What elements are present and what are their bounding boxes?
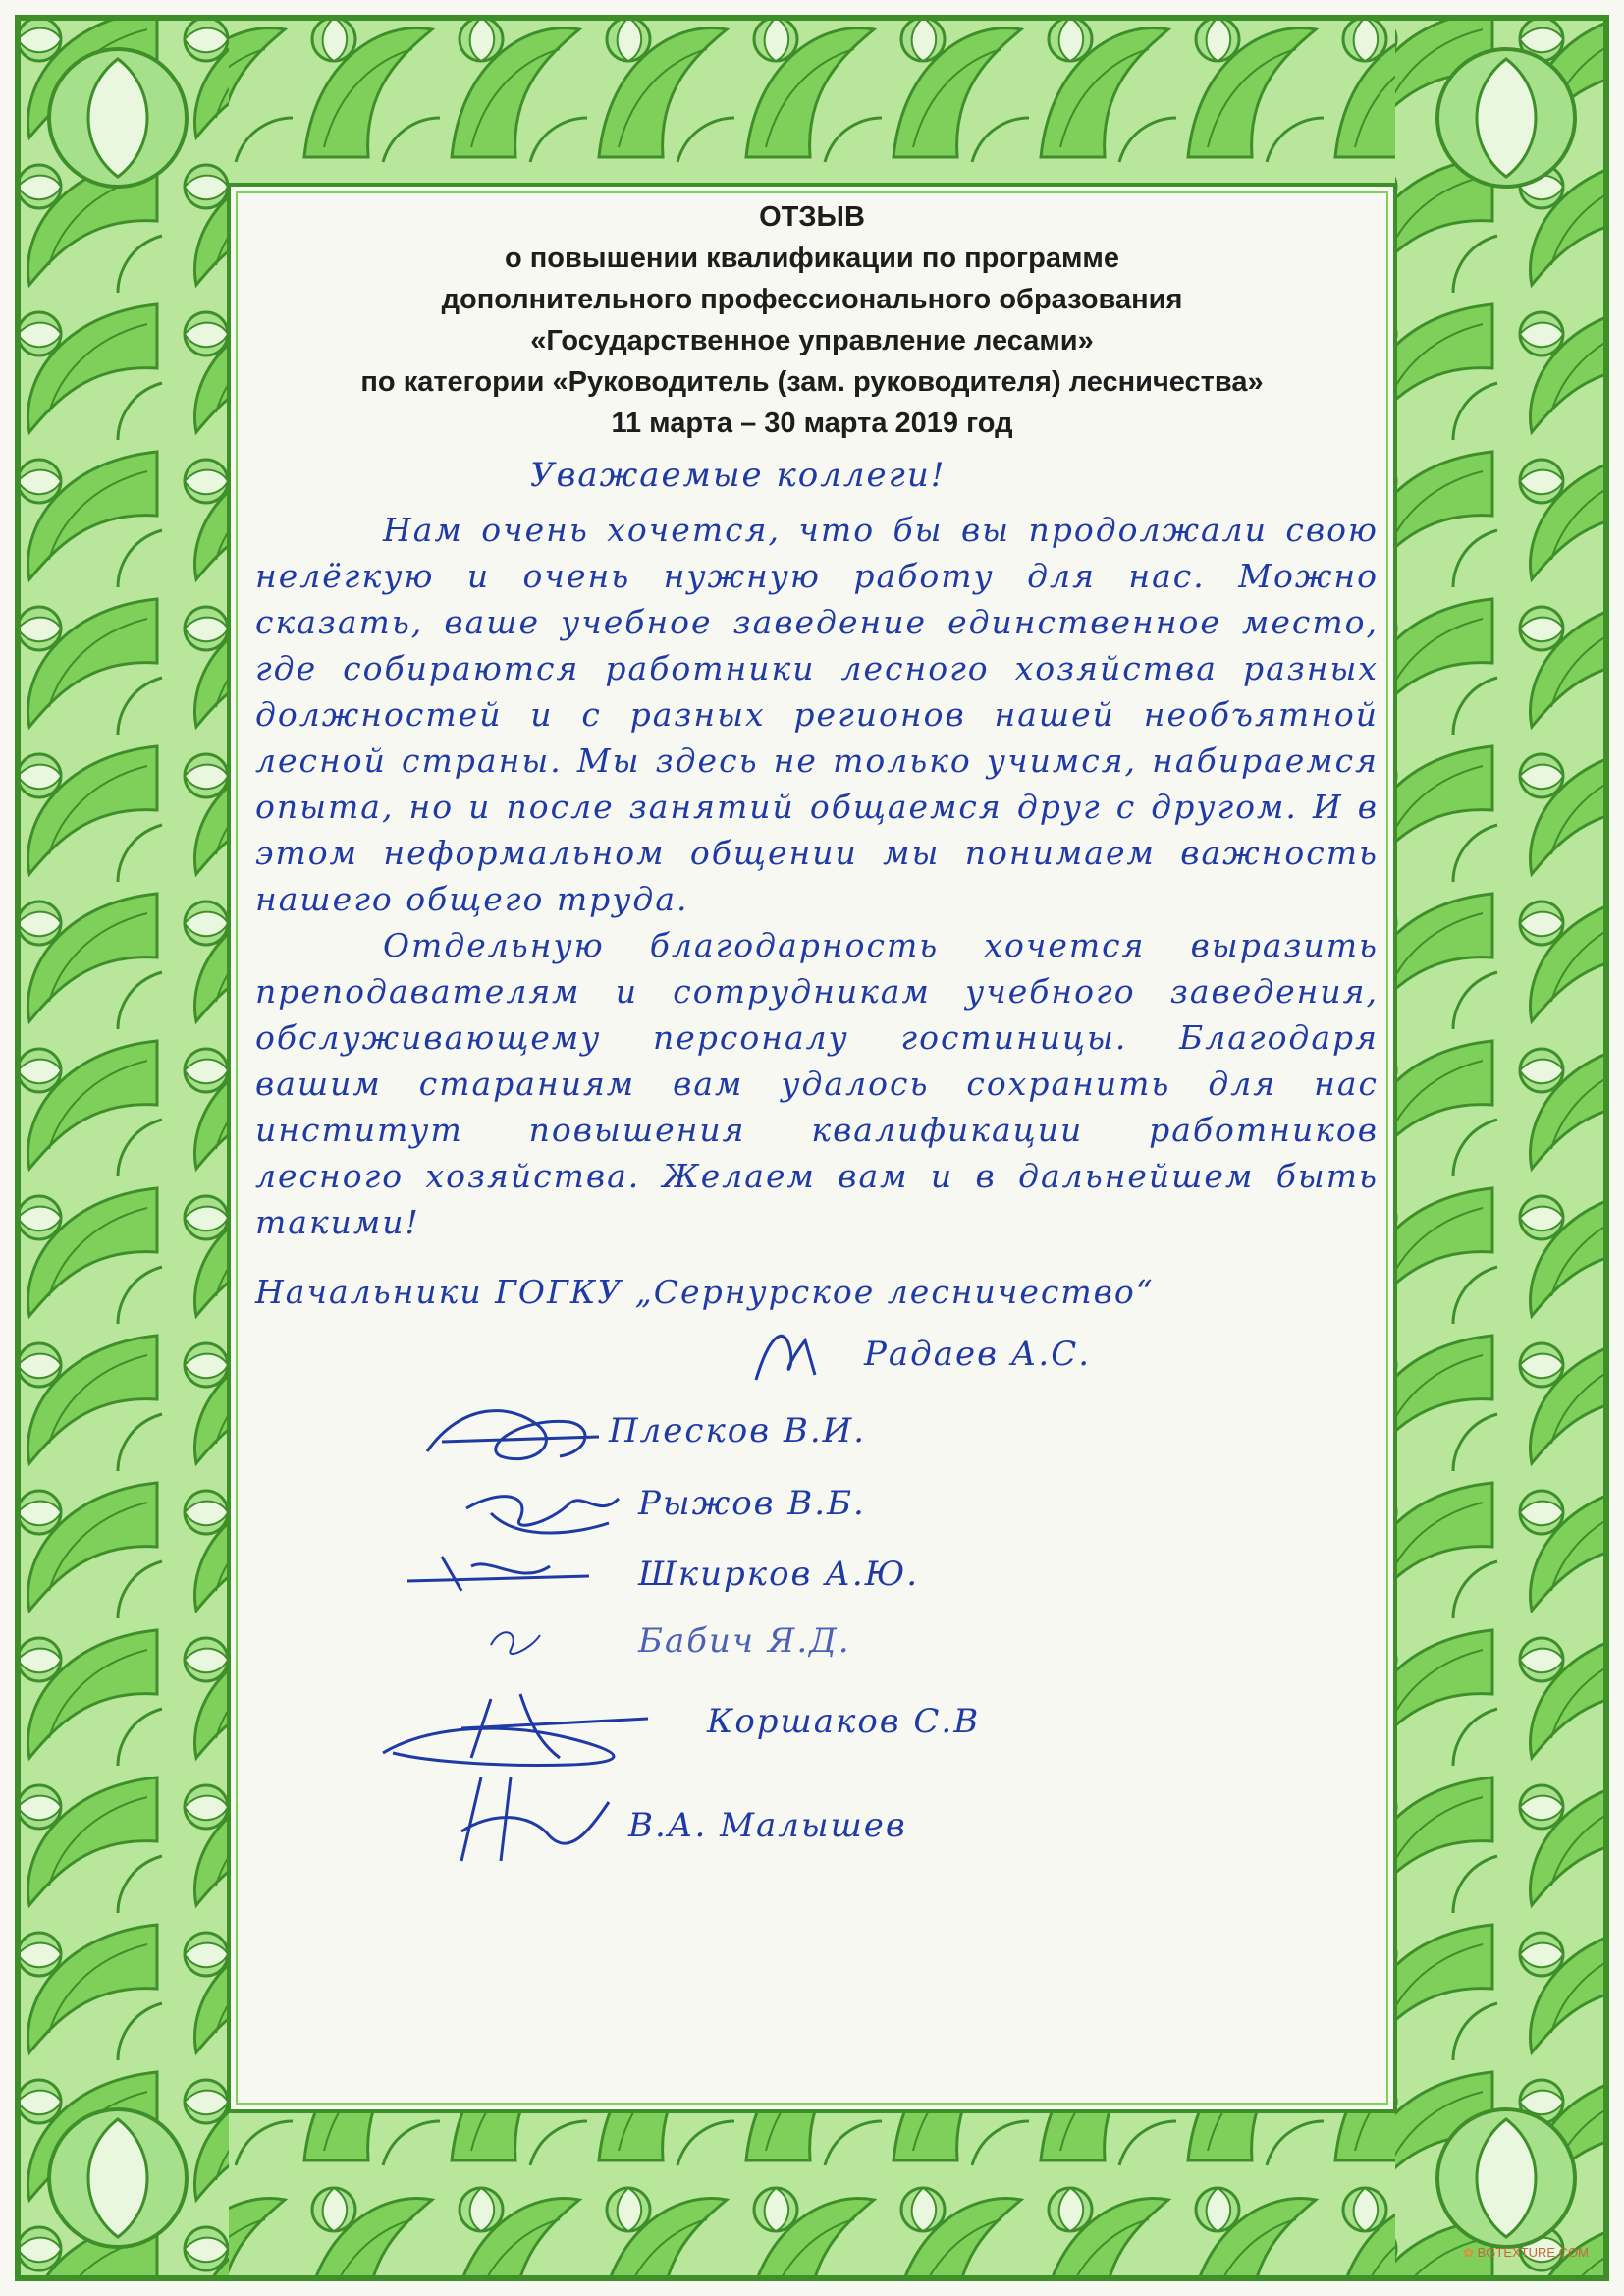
- signature-block: [245, 1321, 1379, 1871]
- signatory-name: Бабич Я.Д.: [638, 1621, 851, 1661]
- watermark-flower-icon: ✿: [1463, 2245, 1474, 2260]
- header-line: по категории «Руководитель (зам. руководителя) лесничества»: [360, 366, 1264, 398]
- signature-mark: [461, 1474, 628, 1543]
- signatory-name: В.А. Малышев: [628, 1806, 907, 1845]
- document-body: [245, 187, 1379, 2102]
- signature-row: [245, 1684, 1379, 1773]
- signature-intro: Начальники ГОГКУ „Сернурское лесничество“: [255, 1273, 1155, 1311]
- signatory-name: Радаев А.С.: [864, 1335, 1092, 1374]
- document-title: ОТЗЫВ: [759, 201, 865, 233]
- header-line: о повышении квалификации по программе: [504, 243, 1120, 274]
- signature-row: [245, 1397, 1379, 1486]
- watermark-site: BGTEXTURE.COM: [1477, 2245, 1589, 2260]
- letter-paragraph: Отдельную благодарность хочется выразить преподавателям и сотрудникам учебного заведения, обслуживающему персоналу гостиницы. Благодаря вашим стараниям вам удалось сохранить для нас институт повышения квалификации работников лесного хозяйства. Желаем вам и в дальнейшем быть такими!: [255, 926, 1379, 1241]
- signature-row: [245, 1321, 1379, 1409]
- signature-row: [245, 1773, 1379, 1861]
- watermark: [1463, 2245, 1589, 2261]
- signature-mark: [746, 1321, 825, 1390]
- signatory-name: Коршаков С.В: [707, 1702, 981, 1741]
- document-header: [245, 196, 1379, 444]
- signature-mark: [403, 1547, 599, 1606]
- header-line: «Государственное управление лесами»: [530, 325, 1094, 356]
- letter-greeting: Уважаемые коллеги!: [530, 456, 947, 495]
- signatory-name: Рыжов В.Б.: [638, 1484, 866, 1523]
- signatory-name: Шкирков А.Ю.: [638, 1555, 920, 1594]
- signature-mark: [422, 1773, 619, 1871]
- letter-body: [245, 507, 1379, 1245]
- signatory-name: Плесков В.И.: [609, 1411, 867, 1450]
- signature-mark: [481, 1615, 560, 1665]
- header-line: дополнительного профессионального образования: [441, 284, 1183, 315]
- letter-paragraph: Нам очень хочется, что бы вы продолжали свою нелёгкую и очень нужную работу для нас. Можно сказать, ваше учебное заведение единственное место, где собираются работники лесного хозяйства разных должностей и с разных регионов нашей необъятной лесной страны. Мы здесь не только учимся, набираемся опыта, но и после занятий общаемся друг с другом. И в этом неформальном общении мы понимаем важность нашего общего труда.: [255, 511, 1379, 918]
- signature-mark: [373, 1684, 668, 1773]
- header-dates: 11 марта – 30 марта 2019 год: [611, 408, 1013, 439]
- signature-mark: [422, 1397, 609, 1476]
